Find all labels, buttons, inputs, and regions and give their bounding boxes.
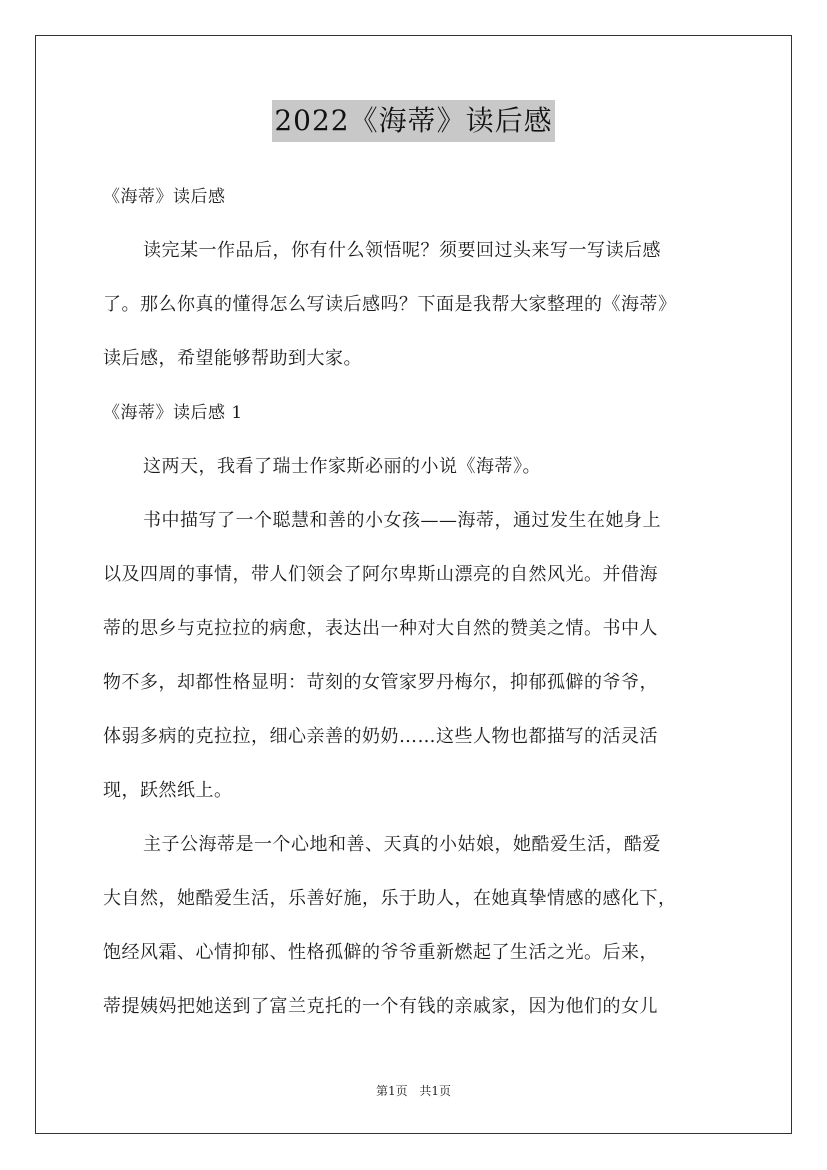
section-heading: 《海蒂》读后感	[103, 187, 226, 207]
page-footer	[0, 1082, 827, 1099]
body-text-line: 大自然，她酷爱生活，乐善好施，乐于助人，在她真挚情感的感化下，	[103, 888, 677, 909]
body-text-line: 蒂的思乡与克拉拉的病愈，表达出一种对大自然的赞美之情。书中人	[103, 618, 658, 639]
body-text-line: 这两天，我看了瑞士作家斯必丽的小说《海蒂》。	[143, 456, 541, 477]
title-area	[0, 100, 827, 142]
body-text-line: 物不多，却都性格显明：苛刻的女管家罗丹梅尔，抑郁孤僻的爷爷，	[103, 672, 658, 693]
body-text-line: 蒂提姨妈把她送到了富兰克托的一个有钱的亲戚家，因为他们的女儿	[103, 996, 658, 1017]
body-text-line: 现，跃然纸上。	[103, 780, 233, 801]
body-text-line: 主子公海蒂是一个心地和善、天真的小姑娘，她酷爱生活，酷爱	[143, 834, 661, 855]
section-heading: 《海蒂》读后感 1	[103, 403, 243, 423]
page-number-current: 第1页	[375, 1084, 408, 1098]
page-number-total: 共1页	[419, 1084, 452, 1098]
body-text-line: 书中描写了一个聪慧和善的小女孩——海蒂，通过发生在她身上	[143, 510, 661, 531]
document-body	[103, 170, 743, 1034]
body-text-line: 了。那么你真的懂得怎么写读后感吗？下面是我帮大家整理的《海蒂》	[103, 294, 677, 315]
body-text-line: 以及四周的事情，带人们领会了阿尔卑斯山漂亮的自然风光。并借海	[103, 564, 658, 585]
document-title: 2022《海蒂》读后感	[272, 100, 554, 142]
body-text-line: 读完某一作品后，你有什么领悟呢？须要回过头来写一写读后感	[143, 240, 661, 261]
body-text-line: 饱经风霜、心情抑郁、性格孤僻的爷爷重新燃起了生活之光。后来，	[103, 942, 658, 963]
body-text-line: 读后感，希望能够帮助到大家。	[103, 348, 362, 369]
body-text-line: 体弱多病的克拉拉，细心亲善的奶奶……这些人物也都描写的活灵活	[103, 726, 658, 747]
